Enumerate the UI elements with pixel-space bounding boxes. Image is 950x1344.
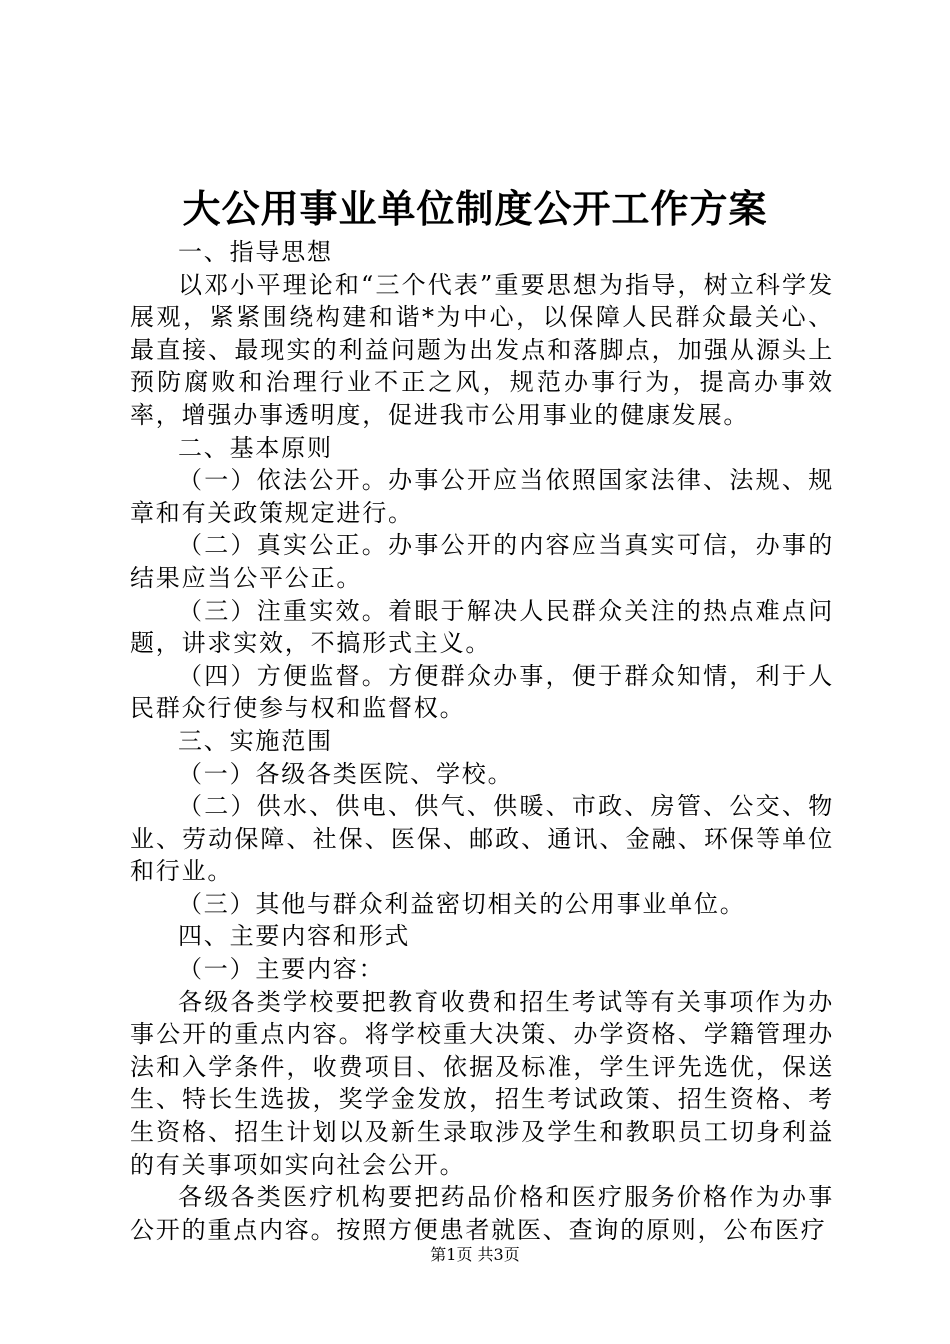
section-heading-basic-principles: 二、基本原则 (178, 433, 333, 462)
paragraph-guiding-ideology: 以邓小平理论和“三个代表”重要思想为指导，树立科学发展观，紧紧围绕构建和谐*为中心，以保障人民群众最关心、最直接、最现实的利益问题为出发点和落脚点，加强从源头上预防腐败和治理行业不正之风，规范办事行为，提高办事效率，增强办事透明度，促进我市公用事业的健康发展。 (130, 270, 834, 429)
scope-item-2: （二）供水、供电、供气、供暖、市政、房管、公交、物业、劳动保障、社保、医保、邮政、通讯、金融、环保等单位和行业。 (130, 792, 834, 886)
principle-item-3: （三）注重实效。着眼于解决人民群众关注的热点难点问题，讲求实效，不搞形式主义。 (130, 596, 834, 658)
document-body (130, 236, 834, 1246)
principle-item-2: （二）真实公正。办事公开的内容应当真实可信，办事的结果应当公平公正。 (130, 531, 834, 592)
section-heading-scope: 三、实施范围 (178, 726, 333, 755)
scope-item-1: （一）各级各类医院、学校。 (178, 759, 514, 788)
scope-item-3: （三）其他与群众利益密切相关的公用事业单位。 (178, 889, 746, 918)
section-heading-content-and-form: 四、主要内容和形式 (178, 922, 411, 951)
page-footer: 第1页 共3页 (430, 1245, 520, 1264)
paragraph-schools: 各级各类学校要把教育收费和招生考试等有关事项作为办事公开的重点内容。将学校重大决策、办学资格、学籍管理办法和入学条件，收费项目、依据及标准，学生评先选优，保送生、特长生选拔，奖学金发放，招生考试政策、招生资格、考生资格、招生计划以及新生录取涉及学生和教职员工切身利益的有关事项如实向社会公开。 (130, 987, 834, 1179)
subsection-heading-main-content: （一）主要内容： (178, 955, 385, 984)
section-heading-guiding-ideology: 一、指导思想 (178, 238, 333, 266)
principle-item-1: （一）依法公开。办事公开应当依照国家法律、法规、规章和有关政策规定进行。 (130, 466, 834, 527)
document-title: 大公用事业单位制度公开工作方案 (182, 186, 768, 231)
paragraph-medical-institutions: 各级各类医疗机构要把药品价格和医疗服务价格作为办事公开的重点内容。按照方便患者就医、查询的原则，公布医疗 (130, 1183, 834, 1244)
principle-item-4: （四）方便监督。方便群众办事，便于群众知情，利于人民群众行使参与权和监督权。 (130, 661, 834, 723)
